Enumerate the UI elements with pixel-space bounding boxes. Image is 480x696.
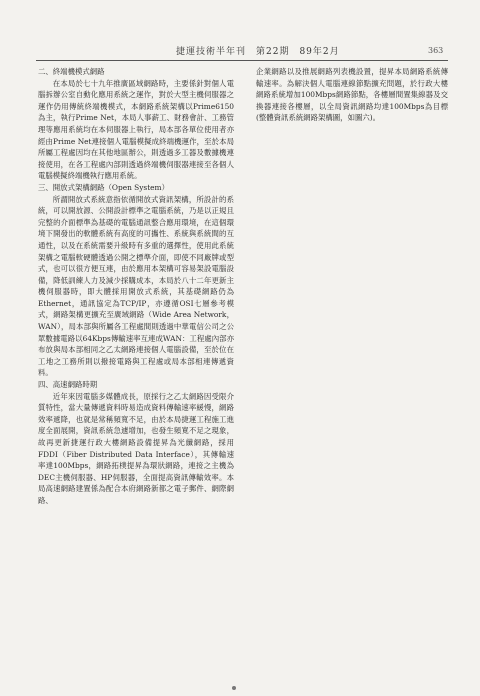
section-2-body: 在本局於七十九年推廣區域網路時，主要係針對個人電腦拆辦公室自動化應用系統之運作，對於大型主機伺服器之運作仍用傳統終端機模式，本網路系統架構以Prime6150為主，執行Prime Net，本局人事薪工、財務會計、工務管理等應用系統均在本伺服器上執行，局本部各單位使用者亦經由Prime Net連接個人電腦模擬成終端機運作，至於本局所屬工程處因均在其他地區辦公，則透過多工器及數據機連接使用，在各工程處內部則透過終端機伺服器連接至各個人電腦模擬終端機執行應用系統。 [38, 78, 234, 181]
journal-title: 捷運技術半年刊 第22期 89年2月 [176, 47, 340, 57]
section-3-heading: 三、開放式架構網路（Open System） [38, 182, 169, 192]
page-number: 363 [428, 46, 444, 55]
section-3-body: 所謂開放式系統意指依循開放式資訊架構，所設計的系統，可以開放源、公開設計標準之電腦系統，乃是以正規且完整的介面標準為基礎的電腦通訊整合應用環境，在這個環境下開發出的軟體系統有高度的可攜性、系統與系統間的互通性，以及在系統需要升級時有多重的選擇性，使用此系統架構之電腦軟硬體透過公開之標準介面，即使不同廠牌或型式，也可以很方便互連，由於應用本架構可容易架設電腦設備，降低訓練人力及減少採購成本，本局於八十二年更新主機伺服器時，即大體採用開放式系統，其基礎網路仍為Ethernet，通訊協定為TCP/IP，亦遵循OSI七層參考模式，網路架構更擴充至廣域網路（Wide Area Network，WAN），局本部與所屬各工程處間則透過中華電信公司之公眾數據電路以64Kbps傳輸速率互連成WAN：工程處內部亦布放與局本部相同之乙太網路連接個人電腦設備，至於位在工地之工務所則以撥接電路與工程處或局本部相連傳遞資料。 [38, 194, 234, 378]
section-4-heading: 四、高速網路時期 [38, 380, 98, 390]
scan-mark [232, 686, 236, 690]
section-2-heading: 二、終端機模式網路 [38, 67, 105, 76]
header-rule [36, 60, 448, 61]
page-header [0, 44, 480, 60]
section-4-body: 近年來因電腦多媒體成長，原採行之乙太網路因受限介質特性，當大量傳遞資料時易造成資料傳輸速率緩慢，網路效率遞降，也就是常稱頻寬不足，由於本局捷運工程施工進度全面展開，資訊系統急遽增加，也發生頻寬不足之現象，故再更新捷運行政大樓網路設備提昇為光纖網路，採用FDDI（Fiber Distributed Data Interface），其傳輸速率達100Mbps，網路拓樸提昇為環狀網路，連接之主機為DEC主機伺服器、HP伺服器，全面提高資訊傳輸效率。本局高速網路建置係為配合本府網路新都之電子郵件、網際網路、 [38, 391, 234, 505]
right-column [256, 66, 448, 124]
right-column-body: 企業網路以及推展網路列表機設置，提昇本局網路系統傳輸速率。為解決個人電腦連線節點擴充問題，於行政大樓網路系統增加100Mbps網路節點，各樓層間置集線器及交換器連接各樓層，以全局資訊網路均達100Mbps為目標(整體資訊系統網路架構圖，如圖六)。 [256, 67, 448, 123]
left-column [38, 66, 234, 507]
